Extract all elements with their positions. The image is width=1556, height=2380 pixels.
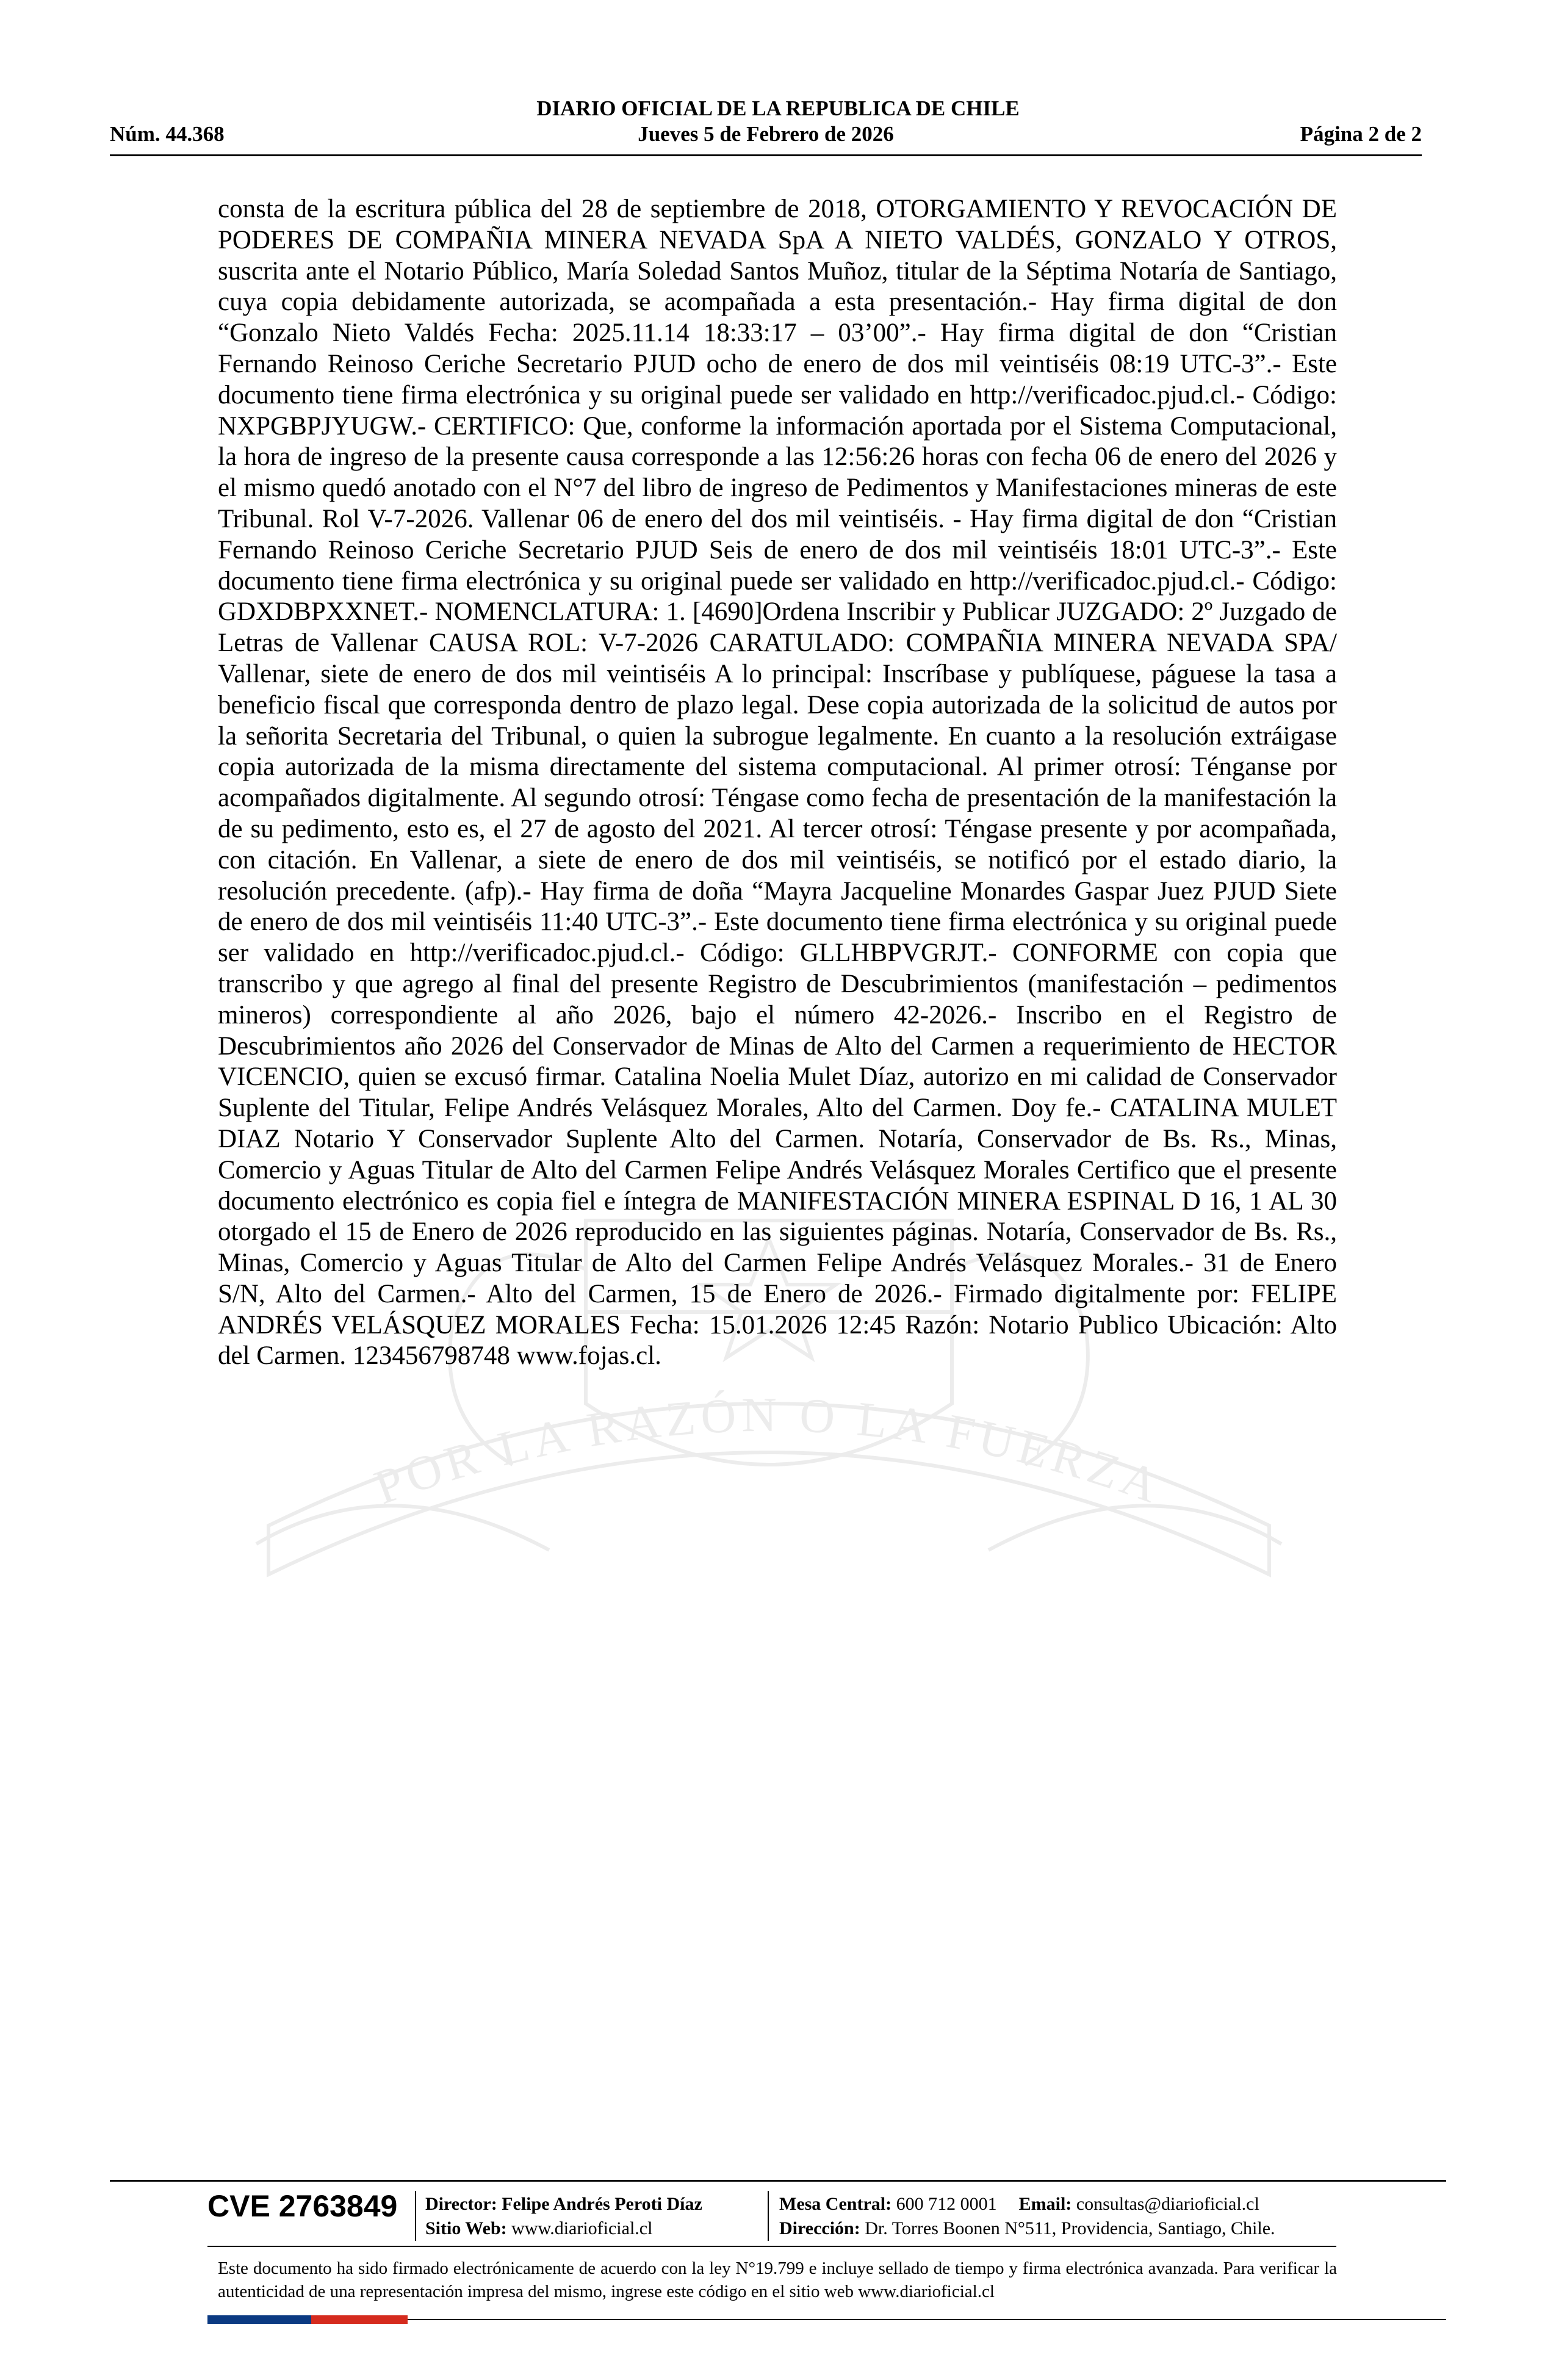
phone-number: 600 712 0001	[896, 2194, 997, 2214]
website-label: Sitio Web:	[425, 2218, 507, 2238]
page-indicator: Página 2 de 2	[1300, 122, 1422, 146]
journal-title: DIARIO OFICIAL DE LA REPUBLICA DE CHILE	[536, 96, 1020, 120]
footer-director-block	[425, 2192, 702, 2241]
footer-divider-bottom	[408, 2319, 1446, 2320]
issue-date: Jueves 5 de Febrero de 2026	[638, 122, 894, 146]
address-text: Dr. Torres Boonen N°511, Providencia, Santiago, Chile.	[865, 2218, 1275, 2238]
document-body: consta de la escritura pública del 28 de septiembre de 2018, OTORGAMIENTO Y REVOCACIÓN DE PODERES DE COMPAÑIA MINERA NEVADA SpA A NIETO VALDÉS, GONZALO Y OTROS, suscrita ante el Notario Público, María Soledad Santos Muñoz, titular de la Séptima Notaría de Santiago, cuya copia debidamente autorizada, se acompañada a esta presentación.- Hay firma digital de don “Gonzalo Nieto Valdés Fecha: 2025.11.14 18:33:17 – 03’00”.- Hay firma digital de don “Cristian Fernando Reinoso Ceriche Secretario PJUD ocho de enero de dos mil veintiséis 08:19 UTC-3”.- Este documento tiene firma electrónica y su original puede ser validado en http://verificadoc.pjud.cl.- Código: NXPGBPJYUGW.- CERTIFICO: Que, conforme la información aportada por el Sistema Computacional, la hora de ingreso de la presente causa corresponde a las 12:56:26 horas con fecha 06 de enero del 2026 y el mismo quedó anotado con el N°7 del libro de ingreso de Pedimentos y Manifestaciones mineras de este Tribunal. Rol V-7-2026. Vallenar 06 de enero del dos mil veintiséis. - Hay firma digital de don “Cristian Fernando Reinoso Ceriche Secretario PJUD Seis de enero de dos mil veintiséis 18:01 UTC-3”.- Este documento tiene firma electrónica y su original puede ser validado en http://verificadoc.pjud.cl.- Código: GDXDBPXXNET.- NOMENCLATURA: 1. [4690]Ordena Inscribir y Publicar JUZGADO: 2º Juzgado de Letras de Vallenar CAUSA ROL: V-7-2026 CARATULADO: COMPAÑIA MINERA NEVADA SPA/ Vallenar, siete de enero de dos mil veintiséis A lo principal: Inscríbase y publíquese, páguese la tasa a beneficio fiscal que corresponda dentro de plazo legal. Dese copia autorizada de la solicitud de autos por la señorita Secretaria del Tribunal, o quien la subrogue legalmente. En cuanto a la resolución extráigase copia autorizada de la misma directamente del sistema computacional. Al primer otrosí: Ténganse por acompañados digitalmente. Al segundo otrosí: Téngase como fecha de presentación de la manifestación la de su pedimento, esto es, el 27 de agosto del 2021. Al tercer otrosí: Téngase presente y por acompañada, con citación. En Vallenar, a siete de enero de dos mil veintiséis, se notificó por el estado diario, la resolución precedente. (afp).- Hay firma de doña “Mayra Jacqueline Monardes Gaspar Juez PJUD Siete de enero de dos mil veintiséis 11:40 UTC-3”.- Este documento tiene firma electrónica y su original puede ser validado en http://verificadoc.pjud.cl.- Código: GLLHBPVGRJT.- CONFORME con copia que transcribo y que agrego al final del presente Registro de Descubrimientos (manifestación – pedimentos mineros) correspondiente al año 2026, bajo el número 42-2026.- Inscribo en el Registro de Descubrimientos año 2026 del Conservador de Minas de Alto del Carmen a requerimiento de HECTOR VICENCIO, quien se excusó firmar. Catalina Noelia Mulet Díaz, autorizo en mi calidad de Conservador Suplente del Titular, Felipe Andrés Velásquez Morales, Alto del Carmen. Doy fe.- CATALINA MULET DIAZ Notario Y Conservador Suplente Alto del Carmen. Notaría, Conservador de Bs. Rs., Minas, Comercio y Aguas Titular de Alto del Carmen Felipe Andrés Velásquez Morales Certifico que el presente documento electrónico es copia fiel e íntegra de MANIFESTACIÓN MINERA ESPINAL D 16, 1 AL 30 otorgado el 15 de Enero de 2026 reproducido en las siguientes páginas. Notaría, Conservador de Bs. Rs., Minas, Comercio y Aguas Titular de Alto del Carmen Felipe Andrés Velásquez Morales.- 31 de Enero S/N, Alto del Carmen.- Alto del Carmen, 15 de Enero de 2026.- Firmado digitalmente por: FELIPE ANDRÉS VELÁSQUEZ MORALES Fecha: 15.01.2026 12:45 Razón: Notario Publico Ubicación: Alto del Carmen. 123456798748 www.fojas.cl.	[218, 195, 1337, 1371]
header-divider	[110, 154, 1422, 156]
phone-label: Mesa Central:	[779, 2194, 892, 2214]
email-link[interactable]: consultas@diarioficial.cl	[1076, 2194, 1259, 2214]
footer-contact-block	[779, 2192, 1275, 2241]
footer-separator	[768, 2191, 769, 2241]
flag-blue-segment	[207, 2315, 311, 2324]
footer-disclaimer: Este documento ha sido firmado electrónicamente de acuerdo con la ley N°19.799 e incluye sellado de tiempo y firma electrónica avanzada. Para verificar la autenticidad de una representación impresa del mismo, ingrese este código en el sitio web www.diarioficial.cl	[218, 2259, 1337, 2301]
address-label: Dirección:	[779, 2218, 860, 2238]
footer-divider-middle	[207, 2246, 1336, 2247]
issue-number: Núm. 44.368	[110, 122, 225, 146]
director-name: Felipe Andrés Peroti Díaz	[502, 2194, 702, 2214]
flag-red-segment	[311, 2315, 408, 2324]
footer-separator	[415, 2191, 416, 2241]
cve-code: CVE 2763849	[207, 2189, 398, 2223]
header-row	[110, 122, 1422, 149]
coat-of-arms-motto: POR LA RAZÓN O LA FUERZA	[367, 1388, 1170, 1515]
director-label: Director:	[425, 2194, 497, 2214]
footer-divider-top	[110, 2180, 1446, 2182]
website-link[interactable]: www.diarioficial.cl	[511, 2218, 653, 2238]
email-label: Email:	[1018, 2194, 1072, 2214]
